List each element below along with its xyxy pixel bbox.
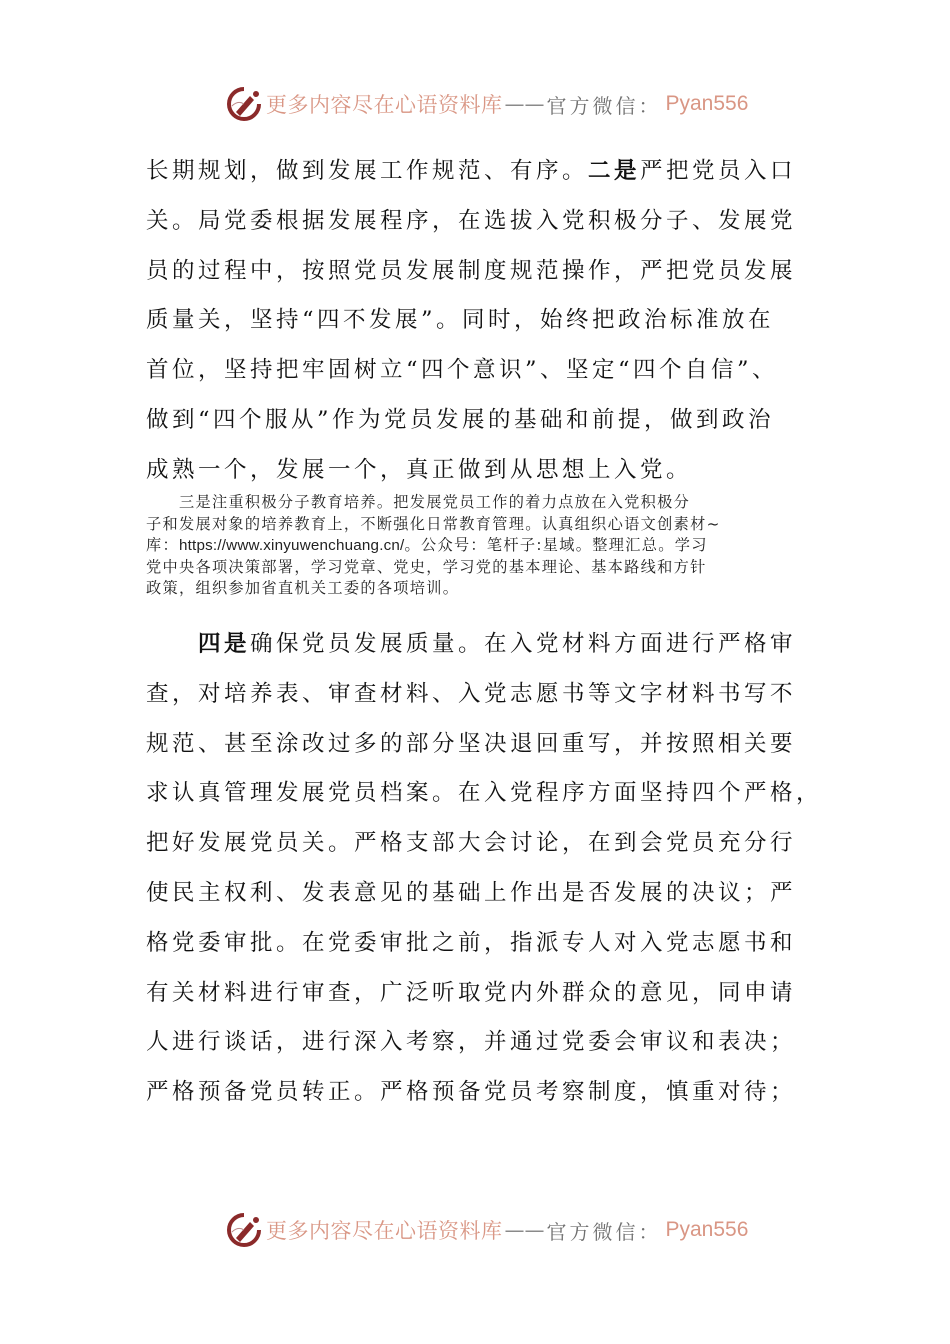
text-line: 子和发展对象的培养教育上，不断强化日常教育管理。认真组织心语文创素材~	[146, 514, 721, 533]
separator: ——	[504, 1218, 545, 1242]
wechat-handle: Pyan556	[665, 1218, 749, 1241]
wechat-label: 官方微信：	[546, 1219, 662, 1244]
paragraph-four	[146, 620, 823, 1118]
wechat-handle: Pyan556	[665, 92, 749, 115]
paragraph-continuation	[146, 147, 797, 496]
text-line: 质量关，坚持“四不发展”。同时，始终把政治标准放在	[146, 307, 775, 334]
website-link[interactable]: https://www.xinyuwenchuang.cn/	[178, 537, 405, 554]
text-line: 库：https://www.xinyuwenchuang.cn/。公众号：笔杆子:星域。整理汇总。学习	[146, 536, 708, 554]
brand-text: 更多内容尽在心语资料库	[266, 93, 503, 117]
text-line: 首位，坚持把牢固树立“四个意识”、坚定“四个自信”、	[146, 357, 779, 384]
header-banner	[226, 84, 748, 124]
brand-text: 更多内容尽在心语资料库	[266, 1219, 503, 1243]
quill-pen-logo-icon	[226, 86, 262, 122]
text-line: 关。局党委根据发展程序，在选拔入党积极分子、发展党	[146, 207, 797, 234]
quill-pen-logo-icon	[226, 1212, 262, 1248]
bold-lead: 四是	[198, 631, 251, 657]
text-line: 规范、甚至涂改过多的部分坚决退回重写，并按照相关要	[146, 730, 797, 757]
text-line: 把好发展党员关。严格支部大会讨论，在到会党员充分行	[146, 830, 797, 857]
text-line: 求认真管理发展党员档案。在入党程序方面坚持四个严格，	[146, 780, 823, 807]
text-line: 做到“四个服从”作为党员发展的基础和前提，做到政治	[146, 406, 775, 433]
paragraph-three-small	[146, 492, 796, 600]
separator: ——	[504, 92, 545, 116]
wechat-label: 官方微信：	[546, 93, 662, 118]
text-line: 成熟一个，发展一个，真正做到从思想上入党。	[146, 456, 693, 483]
text-line: 四是确保党员发展质量。在入党材料方面进行严格审	[198, 631, 797, 657]
text-line: 员的过程中，按照党员发展制度规范操作，严把党员发展	[146, 257, 797, 284]
footer-banner	[226, 1210, 748, 1250]
text-line: 长期规划，做到发展工作规范、有序。二是严把党员入口	[146, 158, 797, 184]
text-line: 人进行谈话，进行深入考察，并通过党委会审议和表决；	[146, 1029, 797, 1056]
text-line: 查，对培养表、审查材料、入党志愿书等文字材料书写不	[146, 680, 797, 707]
text-line: 党中央各项决策部署，学习党章、党史，学习党的基本理论、基本路线和方针	[146, 557, 707, 576]
bold-lead: 二是	[588, 158, 641, 184]
text-line: 三是注重积极分子教育培养。把发展党员工作的着力点放在入党积极分	[146, 493, 691, 511]
text-line: 严格预备党员转正。严格预备党员考察制度，慎重对待；	[146, 1079, 797, 1106]
text-line: 格党委审批。在党委审批之前，指派专人对入党志愿书和	[146, 929, 797, 956]
text-line: 使民主权利、发表意见的基础上作出是否发展的决议；严	[146, 879, 797, 906]
text-line: 政策，组织参加省直机关工委的各项培训。	[146, 579, 460, 597]
text-line: 有关材料进行审查，广泛听取党内外群众的意见，同申请	[146, 979, 797, 1006]
